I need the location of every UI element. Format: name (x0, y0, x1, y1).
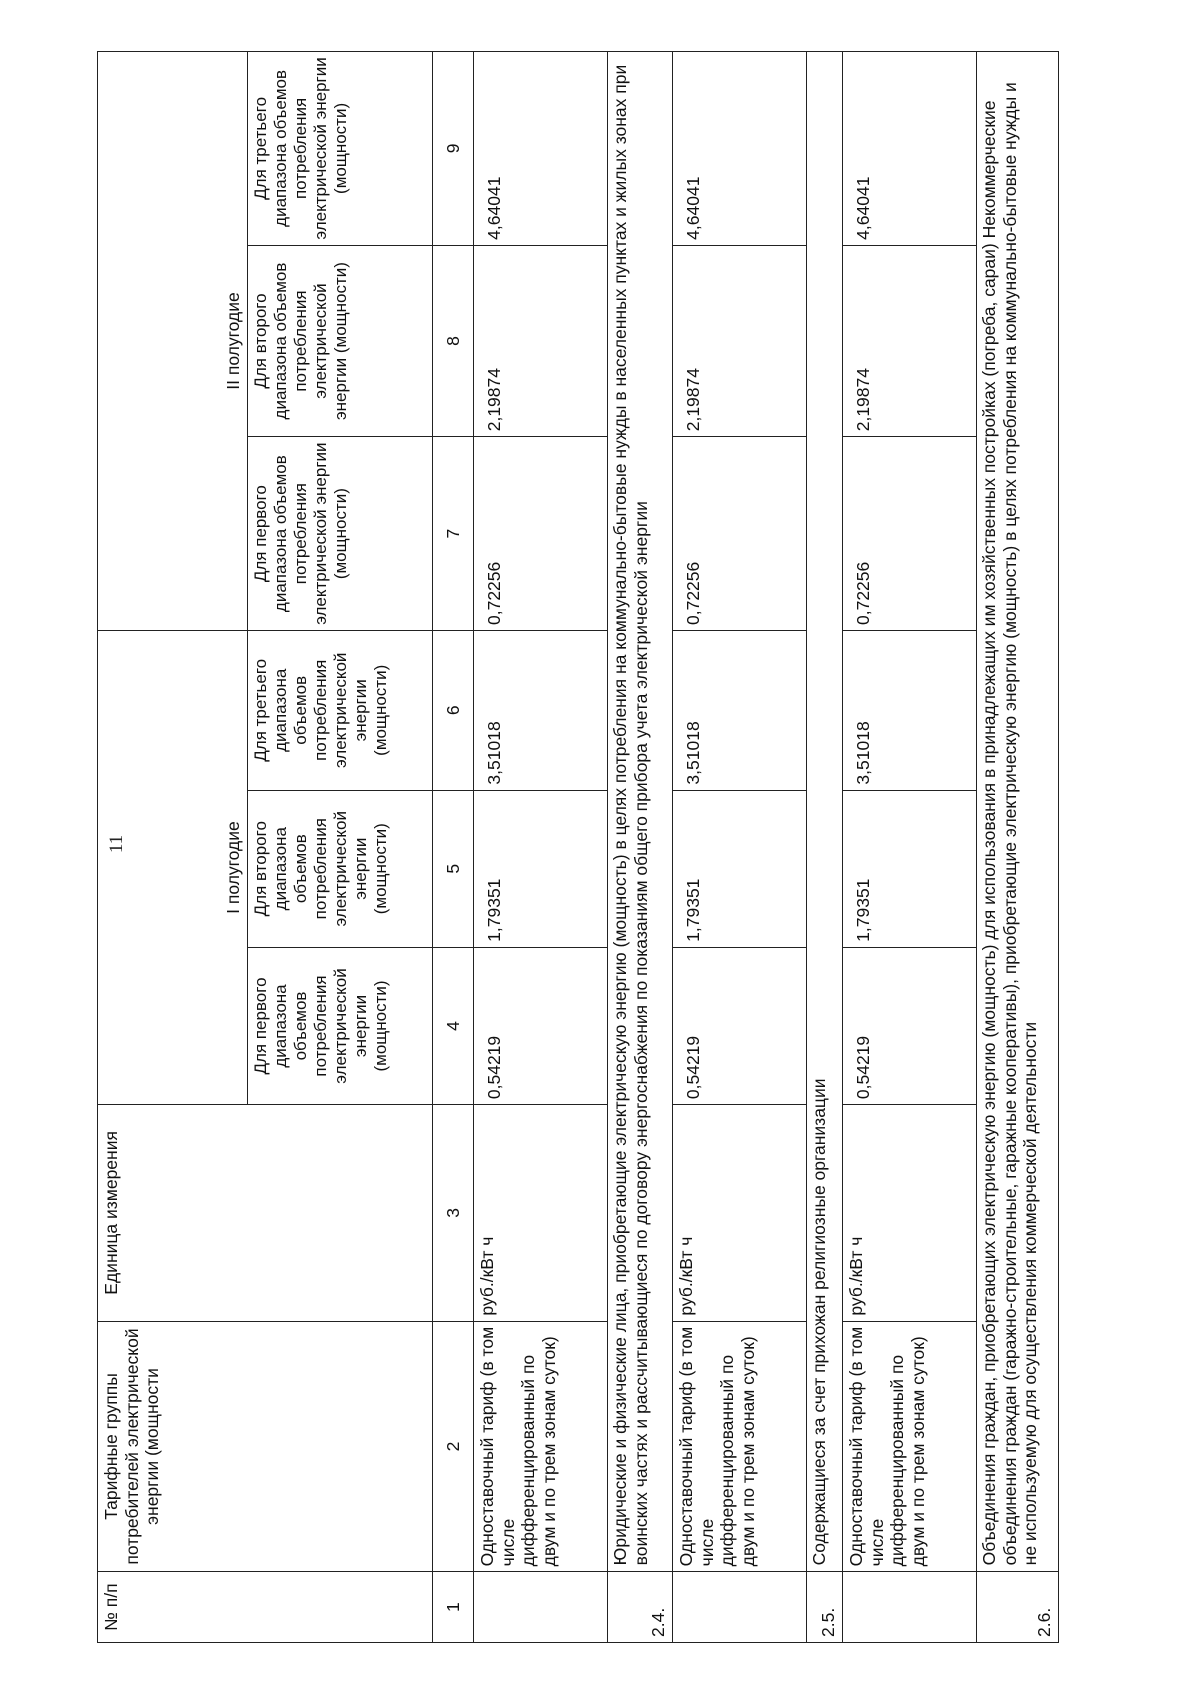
table-row (843, 52, 977, 1643)
col-number: 6 (433, 631, 474, 791)
unit: руб./кВт ч (474, 1105, 608, 1322)
tariff-table-rotated (97, 51, 1055, 1643)
value-cell: 0,72256 (474, 437, 608, 631)
col-number: 3 (433, 1105, 474, 1322)
row-num (673, 1572, 807, 1643)
value-cell: 1,79351 (673, 790, 807, 947)
value-cell: 1,79351 (843, 790, 977, 947)
tariff-group: Одноставочный тариф (в том числе дифференцированный по двум и по трем зонам суток) (474, 1321, 608, 1572)
value-cell: 1,79351 (474, 790, 608, 947)
row-num (474, 1572, 608, 1643)
value-cell: 0,72256 (673, 437, 807, 631)
unit: руб./кВт ч (843, 1105, 977, 1322)
section-title: Объединения граждан, приобретающих электрическую энергию (мощность) для использования в принадлежащих им хозяйственных постройках (погреба, сараи) Некоммерческие объединения граждан (гаражно-строительные, гаражные кооперативы), приобретающие электрическую энергию (мощность) в целях потребления на коммунально-бытовые нужды и не используемую для осуществления коммерческой деятельности (977, 52, 1059, 1572)
tariff-table (97, 51, 1059, 1643)
header-range3-h1: Для третьего диапазона объемов потребления электрической энергии (мощности) (248, 631, 433, 791)
section-num: 2.5. (807, 1572, 843, 1643)
header-range3-h2: Для третьего диапазона объемов потребления электрической энергии (мощности) (248, 52, 433, 246)
value-cell: 0,54219 (673, 947, 807, 1104)
value-cell: 3,51018 (474, 631, 608, 791)
col-number: 9 (433, 52, 474, 246)
col-number: 5 (433, 790, 474, 947)
section-title: Юридические и физические лица, приобретающие электрическую энергию (мощность) в целях потребления на коммунально-бытовые нужды в населенных пунктах и жилых зонах при воинских частях и рассчитывающиеся по договору энергоснабжения по показаниям общего прибора учета электрической энергии (608, 52, 673, 1572)
section-row (977, 52, 1059, 1643)
value-cell: 4,64041 (673, 52, 807, 246)
value-cell: 0,72256 (843, 437, 977, 631)
value-cell: 2,19874 (474, 245, 608, 436)
tariff-group: Одноставочный тариф (в том числе дифференцированный по двум и по трем зонам суток) (843, 1321, 977, 1572)
col-number: 2 (433, 1321, 474, 1572)
section-title: Содержащиеся за счет прихожан религиозные организации (807, 52, 843, 1572)
column-number-row (433, 52, 474, 1643)
value-cell: 0,54219 (474, 947, 608, 1104)
table-row (673, 52, 807, 1643)
header-range2-h1: Для второго диапазона объемов потребления электрической энергии (мощности) (248, 790, 433, 947)
section-row (807, 52, 843, 1643)
unit: руб./кВт ч (673, 1105, 807, 1322)
value-cell: 4,64041 (843, 52, 977, 246)
tariff-group: Одноставочный тариф (в том числе дифференцированный по двум и по трем зонам суток) (673, 1321, 807, 1572)
value-cell: 4,64041 (474, 52, 608, 246)
value-cell: 2,19874 (673, 245, 807, 436)
page-number: 11 (106, 834, 128, 854)
header-num: № п/п (98, 1572, 433, 1643)
value-cell: 0,54219 (843, 947, 977, 1104)
col-number: 8 (433, 245, 474, 436)
header-group: Тарифные группы потребителей электрической энергии (мощности (98, 1321, 433, 1572)
section-num: 2.4. (608, 1572, 673, 1643)
value-cell: 2,19874 (843, 245, 977, 436)
section-num: 2.6. (977, 1572, 1059, 1643)
header-range1-h1: Для первого диапазона объемов потребления электрической энергии (мощности) (248, 947, 433, 1104)
header-range2-h2: Для второго диапазона объемов потребления электрической энергии (мощности) (248, 245, 433, 436)
section-row (608, 52, 673, 1643)
header-half1: I полугодие (98, 631, 248, 1105)
header-half2: II полугодие (98, 52, 248, 631)
col-number: 4 (433, 947, 474, 1104)
header-unit: Единица измерения (98, 1105, 433, 1322)
row-num (843, 1572, 977, 1643)
value-cell: 3,51018 (843, 631, 977, 791)
value-cell: 3,51018 (673, 631, 807, 791)
table-row (474, 52, 608, 1643)
col-number: 1 (433, 1572, 474, 1643)
col-number: 7 (433, 437, 474, 631)
header-range1-h2: Для первого диапазона объемов потребления электрической энергии (мощности) (248, 437, 433, 631)
